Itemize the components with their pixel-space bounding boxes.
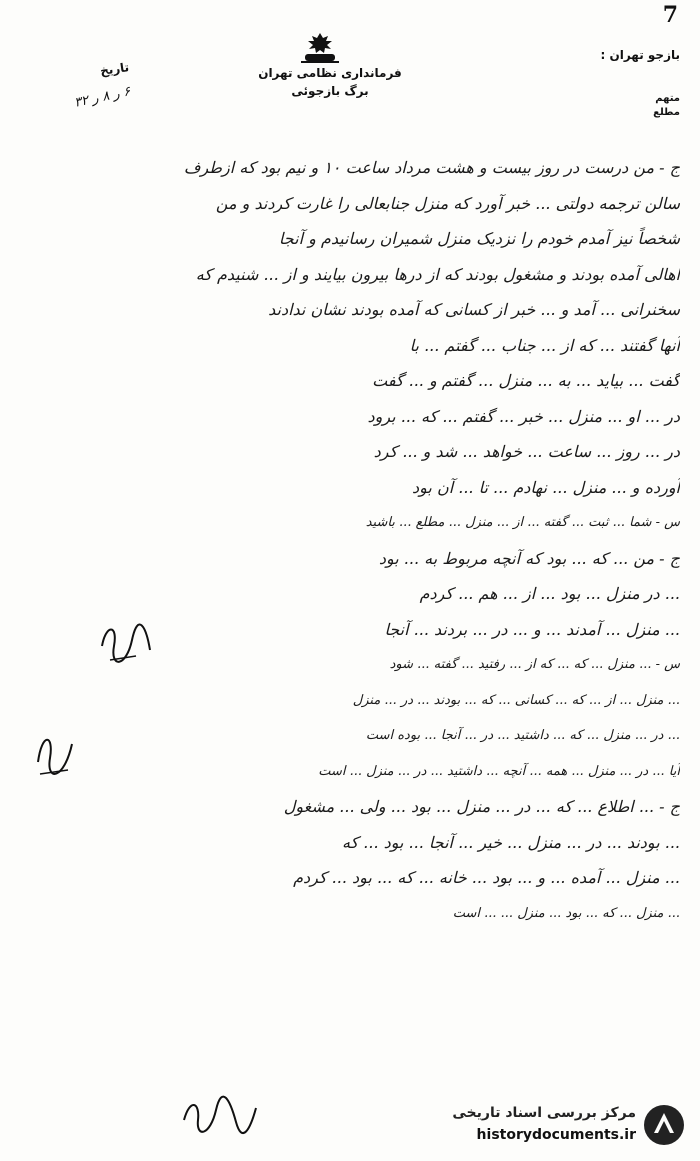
text-line: آنها گفتند ... که از ... جناب ... گفتم ... با (409, 335, 680, 355)
watermark-url: historydocuments.ir (476, 1127, 636, 1143)
bottom-signature (180, 1094, 260, 1140)
text-line: شخصاً نیز آمدم خودم را نزدیک منزل شمیران رسانیدم و آنجا (278, 229, 680, 248)
margin-signature-2 (30, 722, 80, 792)
text-line: ج - ... اطلاع ... که ... در ... منزل ... بود ... ولی ... مشغول (283, 797, 680, 816)
archive-watermark (418, 1101, 686, 1151)
question-line: ... در ... منزل ... که ... داشتید ... در ... آنجا ... بوده است (365, 728, 680, 743)
date-field (72, 60, 132, 111)
handwritten-body (30, 150, 680, 931)
interrogator-label: بازجو تهران : (600, 48, 680, 62)
text-line: ... در منزل ... بود ... از ... هم ... کردم (419, 584, 680, 603)
question-line: س - شما ... ثبت ... گفته ... از ... منزل ... مطلع ... باشید (365, 515, 680, 530)
question-line: ... منزل ... از ... که ... کسانی ... که ... بودند ... در ... منزل (352, 692, 680, 708)
text-line: در ... روز ... ساعت ... خواهد ... شد و ... کرد (373, 442, 680, 461)
page-number: 7 (662, 2, 678, 28)
accused-label: متهم (655, 93, 680, 104)
question-line: س - ... منزل ... که ... که از ... رفتید ... گفته ... شود (389, 657, 680, 672)
text-line: ... بودند ... در ... منزل ... خیر ... آنجا ... بود ... که (341, 832, 680, 852)
organization-name: فرمانداری نظامی تهران (258, 66, 402, 80)
paragraph-answer-3 (30, 789, 680, 931)
question-line: آیا ... در ... منزل ... همه ... آنچه ... داشتید ... در ... منزل ... است (318, 763, 680, 779)
form-title: برگ بازجوئی (291, 84, 369, 98)
date-value: ۶ ر ۸ ر ۳۲ (72, 84, 132, 111)
text-line: ... منزل ... که ... بود ... منزل ... ... است (452, 905, 680, 921)
text-line: اهالی آمده بودند و مشغول بودند که از درها بیرون بیایند و از ... شنیدم که (195, 264, 680, 284)
date-label: تاریخ (99, 60, 130, 78)
text-line: ... منزل ... آمدند ... و ... در ... بردند ... آنجا (384, 619, 680, 639)
text-line: آورده و ... منزل ... نهادم ... تا ... آن بود (412, 477, 680, 497)
watermark-persian-text: مرکز بررسی اسناد تاریخی (452, 1105, 636, 1121)
archive-logo-icon (642, 1103, 686, 1147)
paragraph-answer-1 (30, 150, 680, 541)
text-line: گفت ... بیاید ... به ... منزل ... گفتم و ... گفت (372, 371, 680, 390)
lion-and-sun-emblem-icon (297, 32, 343, 64)
text-line: در ... او ... منزل ... خبر ... گفتم ... که ... برود (367, 406, 680, 426)
text-line: ج - من درست در روز بیست و هشت مرداد ساعت ۱۰ و نیم بود که ازطرف (183, 158, 680, 177)
text-line: ... منزل ... آمده ... و ... بود ... خانه ... که ... بود ... کردم (293, 868, 680, 887)
informed-label: مطلع (653, 107, 680, 118)
text-line: سخنرانی ... آمد و ... خبر از کسانی که آمده بودند نشان ندادند (268, 300, 680, 319)
header-fields (601, 48, 681, 120)
text-line: سالن ترجمه دولتی ... خبر آورد که منزل جنابعالی را غارت کردند و من (215, 193, 680, 213)
text-line: ج - من ... که ... بود که آنچه مربوط به ... بود (378, 548, 680, 568)
margin-signature-1 (96, 616, 156, 676)
letterhead (230, 66, 430, 98)
